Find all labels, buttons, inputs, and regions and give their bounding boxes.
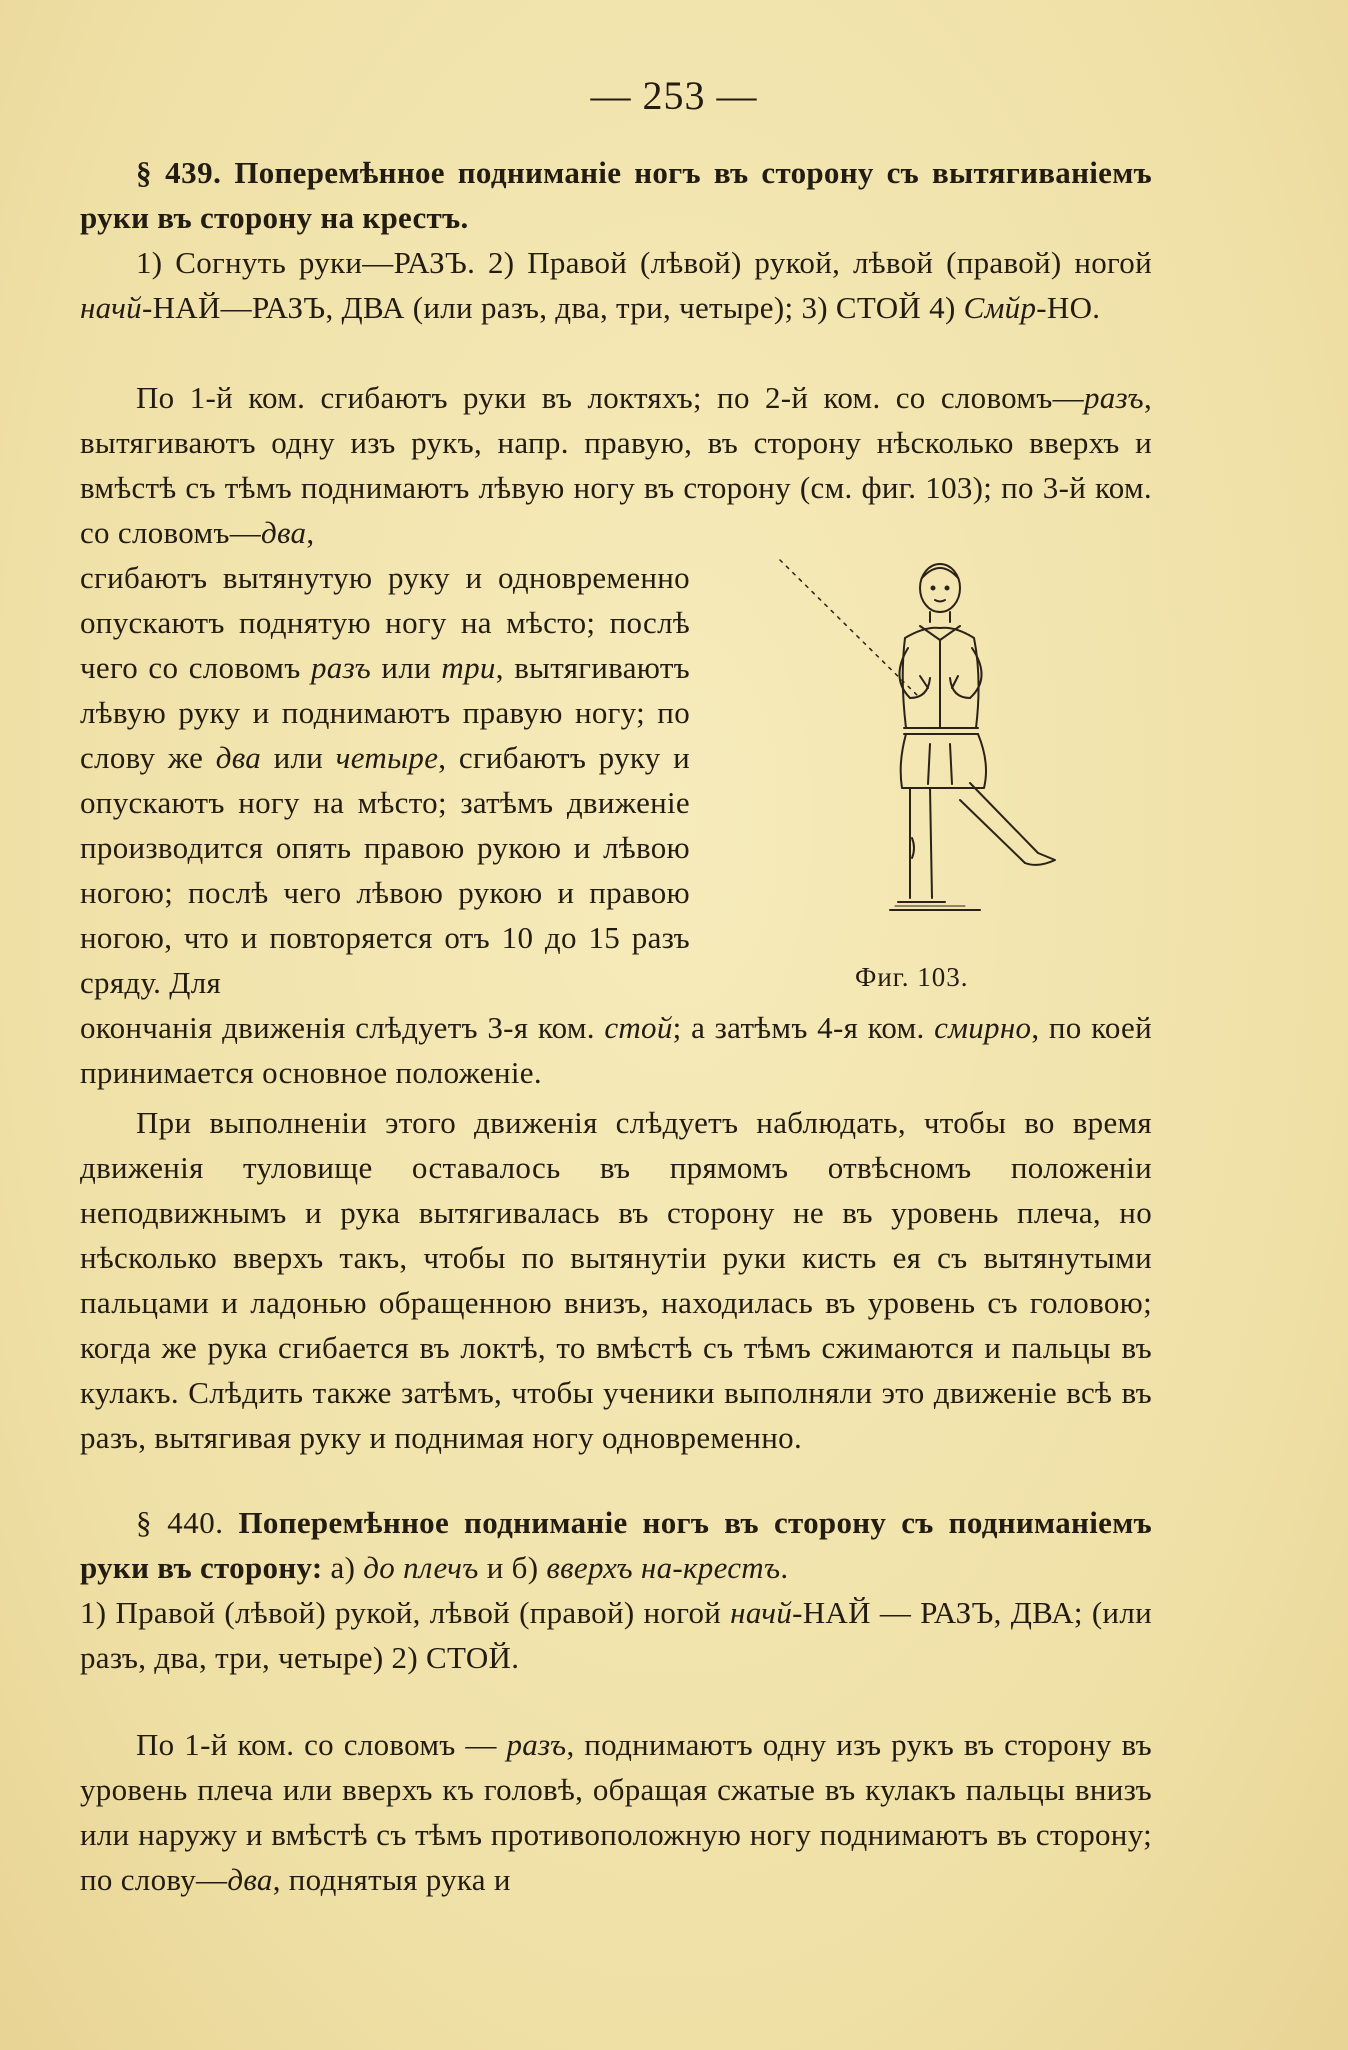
section-440-commands xyxy=(80,1590,1152,1680)
figure-103-caption: Фиг. 103. xyxy=(855,962,969,992)
text-run-italic: начй xyxy=(80,290,142,325)
section-439-commands xyxy=(80,240,1152,330)
text-run-italic: два xyxy=(261,515,307,550)
text-run-italic: стой xyxy=(604,1010,673,1045)
section-439-body-c xyxy=(80,1005,1152,1095)
text-run-italic: два xyxy=(227,1862,273,1897)
text-run: ; а затѣмъ 4-я ком. xyxy=(672,1010,935,1045)
text-run-italic: Смйр xyxy=(963,290,1037,325)
text-run: , поднимаютъ одну изъ рукъ въ сторону въ уровень плеча или вверхъ къ головѣ, обращая сжатые въ кулакъ пальцы внизъ или наружу и вмѣстѣ съ тѣмъ противоположную ногу поднимаютъ въ сторону; по слову— xyxy=(80,1727,1152,1897)
section-439-number: § 439. xyxy=(136,155,222,190)
section-439-body-a xyxy=(80,375,1152,555)
text-run: , xyxy=(306,515,315,550)
figure-103-drawing xyxy=(770,548,1070,948)
text-run: , поднятыя рука и xyxy=(272,1862,511,1897)
text-run: -НО. xyxy=(1036,290,1101,325)
text-run: или xyxy=(370,650,442,685)
section-440-body xyxy=(80,1722,1152,1902)
section-440-title: Поперемѣнное подниманіе ногъ въ сторону съ подниманіемъ руки въ сторону: xyxy=(80,1505,1152,1585)
text-run: -НАЙ—РАЗЪ, ДВА (или разъ, два, три, четыре); 3) СТОЙ 4) xyxy=(141,290,964,325)
section-440-number: § 440. xyxy=(136,1505,224,1540)
text-run: 1) Правой (лѣвой) рукой, лѣвой (правой) ногой xyxy=(80,1595,731,1630)
text-run-italic: разъ xyxy=(506,1727,567,1762)
text-run: , сгибаютъ руку и опускаютъ ногу на мѣсто; затѣмъ движеніе производится опять правою рукою и лѣвою ногою; послѣ чего лѣвою рукою и правою ногою, что и повторяется отъ 10 до 15 разъ сряду. Для xyxy=(80,740,691,1000)
text-run: а) xyxy=(322,1550,364,1585)
text-run: 1) Согнуть руки—РАЗЪ. 2) Правой (лѣвой) рукой, лѣвой (правой) ногой xyxy=(136,245,1152,280)
text-run: По 1-й ком. сгибаютъ руки въ локтяхъ; по 2-й ком. со словомъ— xyxy=(136,380,1084,415)
section-439-body-b xyxy=(80,555,690,1005)
text-run-italic: вверхъ на-крестъ xyxy=(546,1550,781,1585)
text-run: . xyxy=(780,1550,789,1585)
text-run: сгибаютъ вытянутую руку и одновременно опускаютъ поднятую ногу на мѣсто; послѣ чего со словомъ xyxy=(80,560,690,685)
section-439-title: Поперемѣнное подниманіе ногъ въ сторону съ вытягиваніемъ руки въ сторону на крестъ. xyxy=(80,155,1152,235)
text-run: По 1-й ком. со словомъ — xyxy=(136,1727,507,1762)
section-439-note: При выполненіи этого движенія слѣдуетъ наблюдать, чтобы во время движенія туловище оставалось въ прямомъ отвѣсномъ положеніи неподвижнымъ и рука вытягивалась въ сторону не въ уровень плеча, но нѣсколько вверхъ такъ, чтобы по вытянутіи руки кисть ея съ вытянутыми пальцами и ладонью обращенною внизъ, находилась въ уровень съ головою; когда же рука сгибается въ локтѣ, то вмѣстѣ съ тѣмъ сжимаются и пальцы въ кулакъ. Слѣдить также затѣмъ, чтобы ученики выполняли это движеніе всѣ въ разъ, вытягивая руку и поднимая ногу одновременно. xyxy=(80,1105,1152,1455)
text-run-italic: два xyxy=(215,740,262,775)
text-run: окончанія движенія слѣдуетъ 3-я ком. xyxy=(80,1010,605,1045)
text-run-italic: начй xyxy=(730,1595,793,1630)
text-run-italic: разъ xyxy=(1083,380,1144,415)
text-run: , вытягиваютъ лѣвую руку и поднимаютъ правую ногу; по слову же xyxy=(80,650,690,775)
text-run-italic: разъ xyxy=(311,650,371,685)
section-440-heading xyxy=(80,1500,1152,1590)
page-number: — 253 — xyxy=(590,73,758,118)
text-run-italic: три xyxy=(441,650,496,685)
text-run: и б) xyxy=(478,1550,547,1585)
text-run-italic: смирно xyxy=(934,1010,1032,1045)
text-run: или xyxy=(261,740,336,775)
text-run: -НАЙ — РАЗЪ, ДВА; (или разъ, два, три, четыре) 2) СТОЙ. xyxy=(80,1595,1152,1675)
section-439-heading xyxy=(80,150,1152,240)
text-run-italic: четыре xyxy=(335,740,439,775)
text-run: , по коей принимается основное положеніе. xyxy=(80,1010,1152,1090)
text-run-italic: до плечъ xyxy=(363,1550,479,1585)
text-run: , вытягиваютъ одну изъ рукъ, напр. правую, въ сторону нѣсколько вверхъ и вмѣстѣ съ тѣмъ поднимаютъ лѣвую ногу въ сторону (см. фиг. 103); по 3-й ком. со словомъ— xyxy=(80,380,1152,550)
